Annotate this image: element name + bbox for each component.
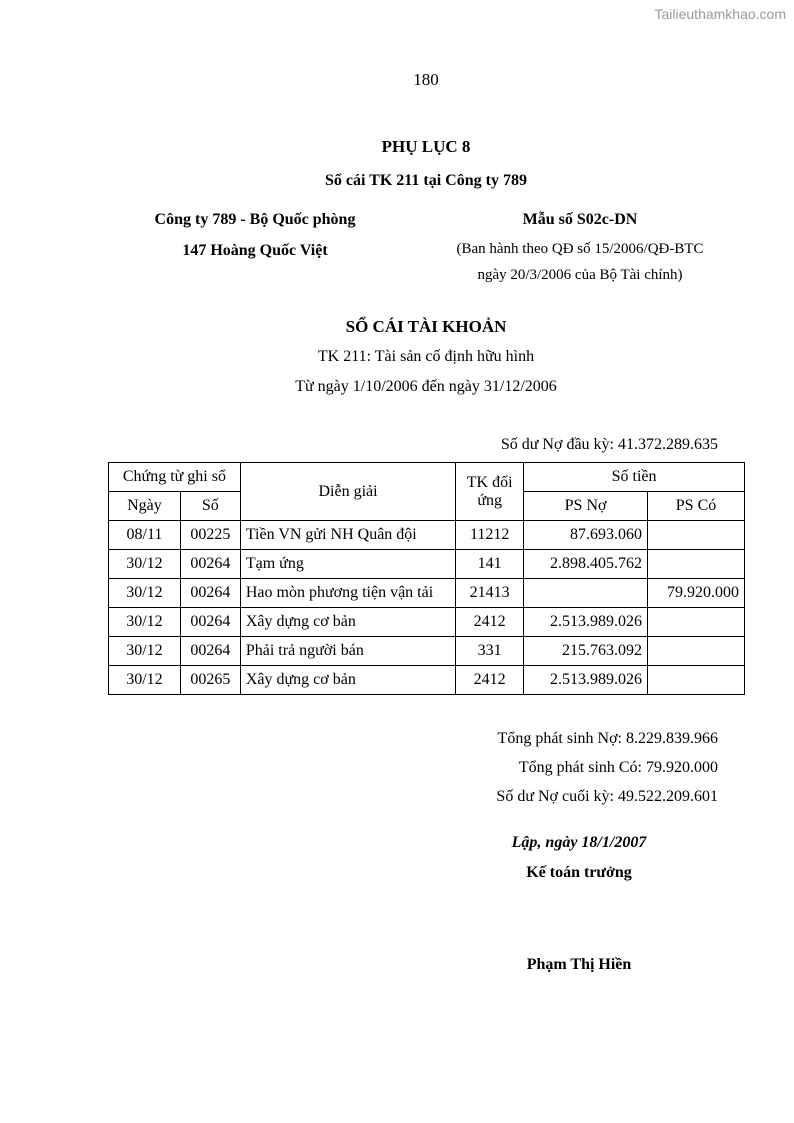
header-debit: PS Nợ — [524, 492, 648, 521]
row-date: 30/12 — [109, 637, 181, 666]
row-number: 00265 — [180, 666, 240, 695]
table-row — [109, 521, 745, 550]
header-account-line1: TK đối — [466, 473, 513, 491]
header-description: Diễn giải — [240, 463, 455, 521]
ledger-subtitle: Sổ cái TK 211 tại Công ty 789 — [325, 172, 527, 189]
row-date: 30/12 — [109, 666, 181, 695]
signature-role: Kế toán trưởng — [526, 864, 632, 881]
period: Từ ngày 1/10/2006 đến ngày 31/12/2006 — [295, 378, 557, 395]
row-debit: 2.898.405.762 — [524, 550, 648, 579]
row-description: Tạm ứng — [240, 550, 455, 579]
form-code: Mẫu số S02c-DN — [522, 211, 638, 228]
header-voucher: Chứng từ ghi sổ — [109, 463, 241, 492]
form-note-line1: (Ban hành theo QĐ số 15/2006/QĐ-BTC — [456, 241, 704, 257]
row-debit: 87.693.060 — [524, 521, 648, 550]
header-amount: Số tiền — [524, 463, 745, 492]
row-account: 2412 — [456, 608, 524, 637]
row-date: 30/12 — [109, 608, 181, 637]
row-debit — [524, 579, 648, 608]
row-debit: 2.513.989.026 — [524, 666, 648, 695]
row-date: 30/12 — [109, 579, 181, 608]
table-row — [109, 608, 745, 637]
table-header-row — [109, 463, 745, 492]
row-debit: 215.763.092 — [524, 637, 648, 666]
row-credit — [648, 666, 745, 695]
header-number: Số — [180, 492, 240, 521]
form-note-line2: ngày 20/3/2006 của Bộ Tài chính) — [477, 267, 683, 283]
row-description: Tiền VN gửi NH Quân đội — [240, 521, 455, 550]
table-row — [109, 579, 745, 608]
opening-balance: Số dư Nợ đầu kỳ: 41.372.289.635 — [500, 436, 718, 453]
ledger-heading: SỔ CÁI TÀI KHOẢN — [345, 317, 507, 336]
row-description: Xây dựng cơ bản — [240, 608, 455, 637]
ledger-table — [108, 462, 745, 695]
company-address: 147 Hoàng Quốc Việt — [182, 242, 328, 259]
signature-date: Lập, ngày 18/1/2007 — [511, 834, 647, 851]
row-account: 331 — [456, 637, 524, 666]
header-date: Ngày — [109, 492, 181, 521]
table-row — [109, 666, 745, 695]
row-date: 30/12 — [109, 550, 181, 579]
row-number: 00264 — [180, 608, 240, 637]
header-credit: PS Có — [648, 492, 745, 521]
row-credit — [648, 550, 745, 579]
row-account: 11212 — [456, 521, 524, 550]
row-number: 00264 — [180, 637, 240, 666]
total-debit: Tổng phát sinh Nợ: 8.229.839.966 — [497, 730, 718, 747]
row-description: Hao mòn phương tiện vận tải — [240, 579, 455, 608]
row-description: Xây dựng cơ bản — [240, 666, 455, 695]
account-name: TK 211: Tài sản cố định hữu hình — [317, 348, 535, 365]
table-row — [109, 637, 745, 666]
company-name: Công ty 789 - Bộ Quốc phòng — [154, 211, 356, 228]
watermark: Tailieuthamkhao.com — [654, 6, 786, 22]
row-debit: 2.513.989.026 — [524, 608, 648, 637]
header-account — [456, 463, 524, 521]
row-credit: 79.920.000 — [648, 579, 745, 608]
row-credit — [648, 637, 745, 666]
row-account: 2412 — [456, 666, 524, 695]
table-row — [109, 550, 745, 579]
closing-balance: Số dư Nợ cuối kỳ: 49.522.209.601 — [496, 788, 718, 805]
row-description: Phải trả người bán — [240, 637, 455, 666]
row-date: 08/11 — [109, 521, 181, 550]
row-number: 00225 — [180, 521, 240, 550]
total-credit: Tổng phát sinh Có: 79.920.000 — [518, 759, 718, 776]
signature-name: Phạm Thị Hiền — [526, 956, 632, 973]
row-account: 21413 — [456, 579, 524, 608]
appendix-title: PHỤ LỤC 8 — [381, 137, 471, 156]
row-number: 00264 — [180, 550, 240, 579]
row-credit — [648, 608, 745, 637]
row-credit — [648, 521, 745, 550]
header-account-line2: ứng — [477, 491, 502, 509]
row-number: 00264 — [180, 579, 240, 608]
row-account: 141 — [456, 550, 524, 579]
page-number: 180 — [413, 70, 439, 89]
